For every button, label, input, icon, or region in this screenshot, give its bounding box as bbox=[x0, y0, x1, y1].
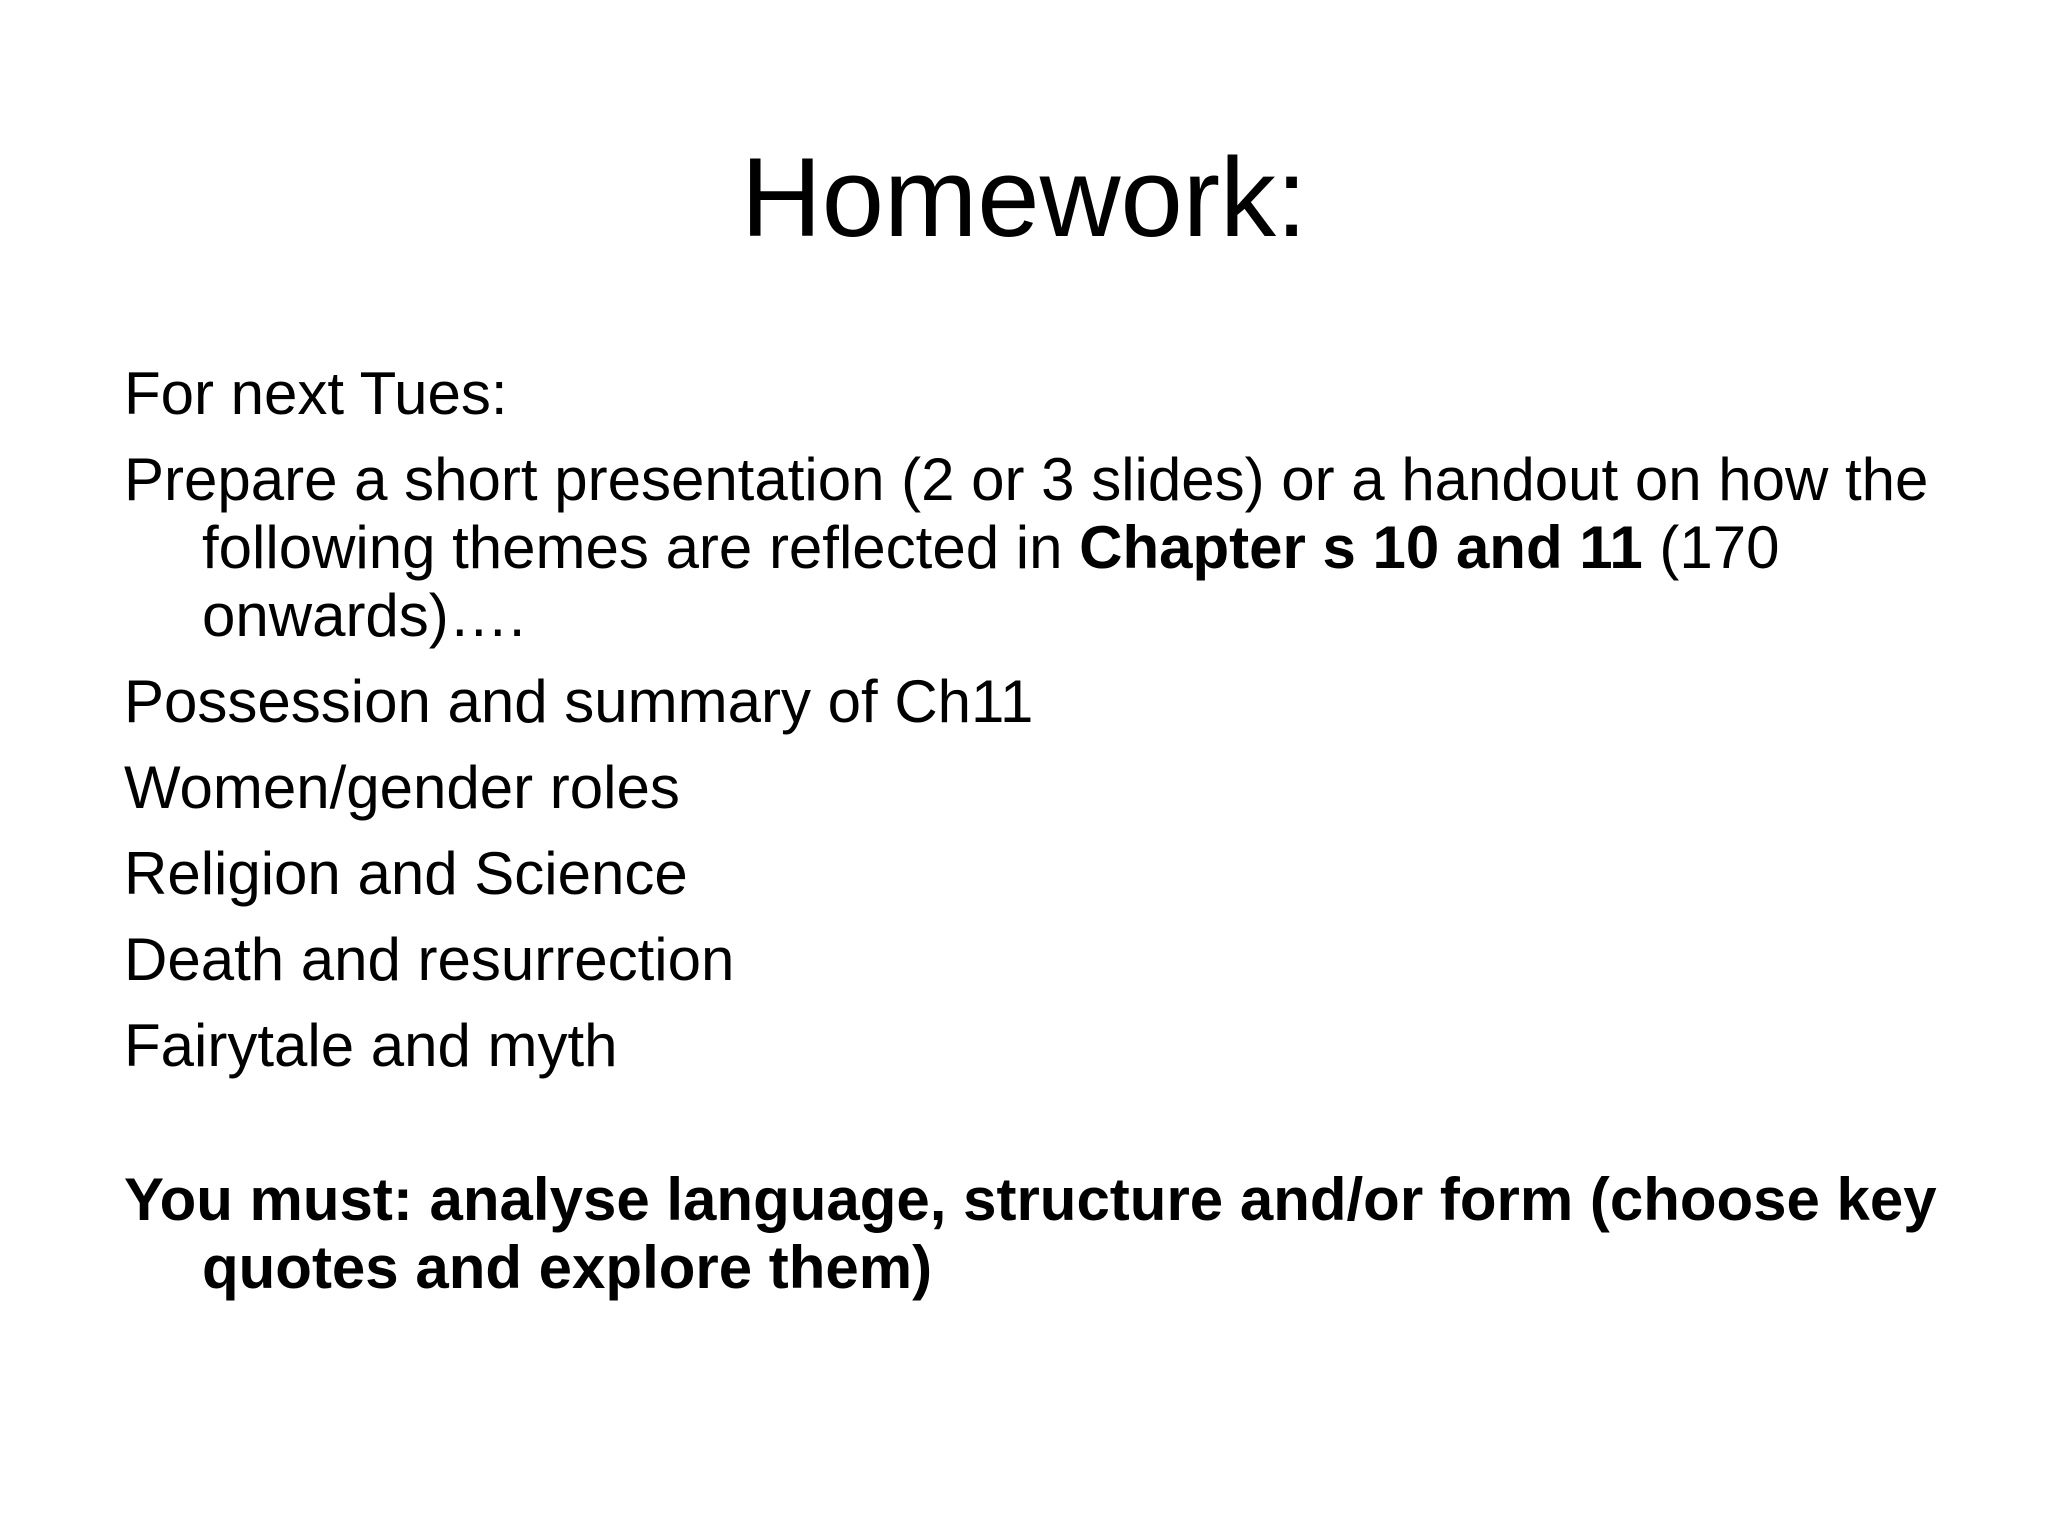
slide-title: Homework: bbox=[740, 135, 1308, 260]
spacer bbox=[124, 1098, 1954, 1166]
theme-item: Fairytale and myth bbox=[124, 1012, 618, 1079]
theme-item: Women/gender roles bbox=[124, 754, 680, 821]
theme-item: Possession and summary of Ch11 bbox=[124, 668, 1034, 735]
task-paragraph bbox=[124, 446, 1954, 650]
task-text-1: Prepare a short presentation (2 or 3 slides) or a handout on how the following themes are reflected in bbox=[124, 446, 1929, 581]
theme-item: Religion and Science bbox=[124, 840, 688, 907]
task-chapters: Chapter s 10 and 11 bbox=[1079, 514, 1643, 581]
theme-item: Death and resurrection bbox=[124, 926, 735, 993]
instruction-line: You must: analyse language, structure and/or form (choose key quotes and explore them) bbox=[124, 1166, 1937, 1301]
task-text-2: (170 onwards)…. bbox=[202, 514, 1780, 649]
intro-line: For next Tues: bbox=[124, 360, 508, 427]
slide-body bbox=[124, 360, 1954, 1320]
